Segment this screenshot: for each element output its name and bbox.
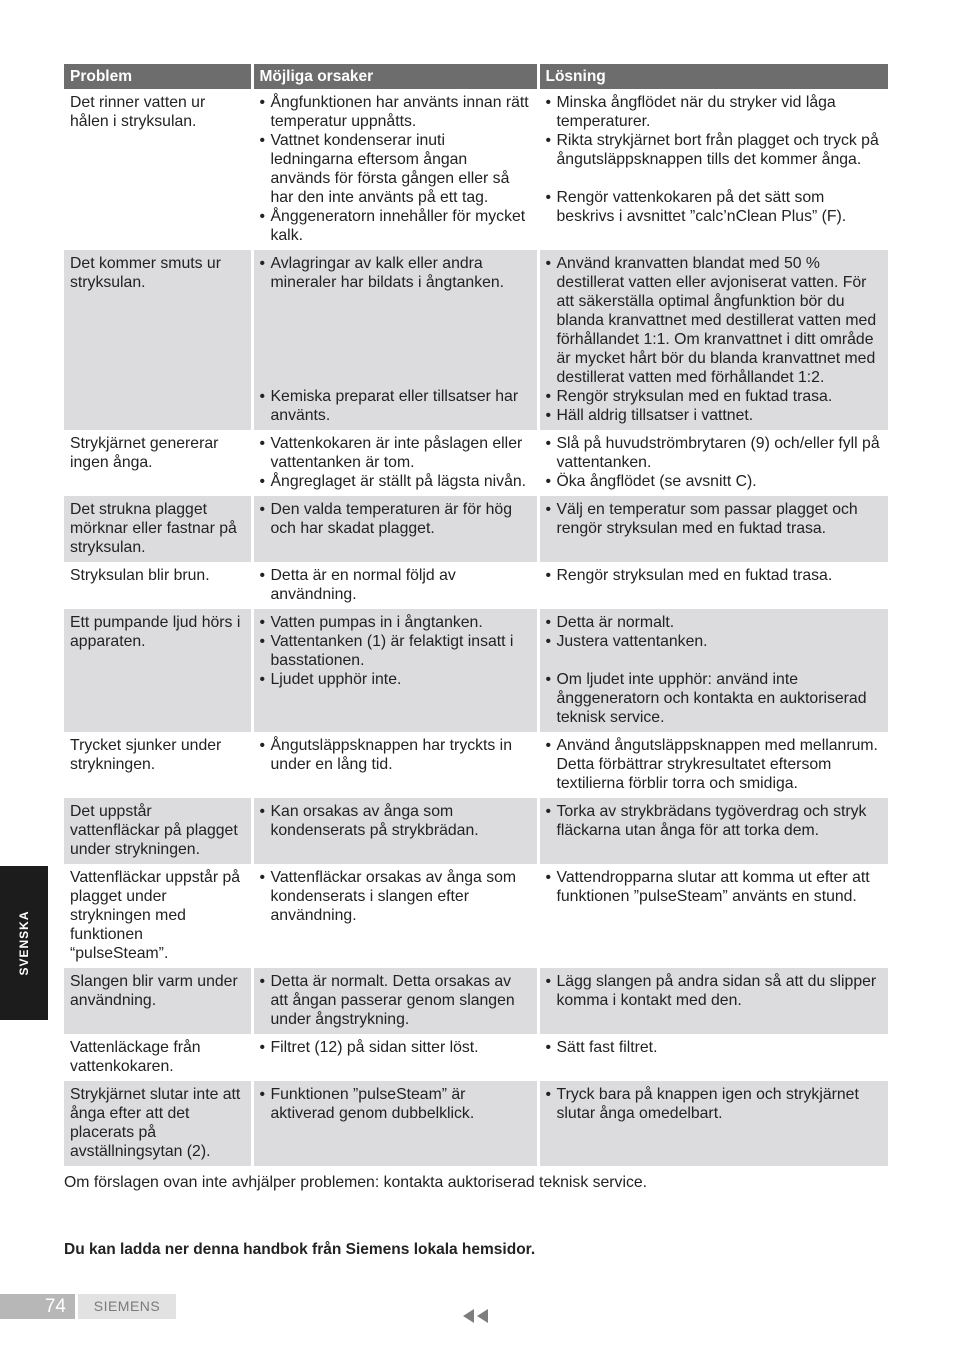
solutions-list <box>546 434 883 491</box>
solution-cell <box>538 1034 888 1081</box>
causes-list <box>260 566 531 604</box>
list-item: • Rengör stryksulan med en fuktad trasa. <box>546 566 883 585</box>
solutions-list <box>546 566 883 585</box>
solution-cell <box>538 609 888 732</box>
problem-cell: Vattenläckage från vattenkokaren. <box>64 1034 252 1081</box>
list-item: • Ångreglaget är ställt på lägsta nivån. <box>260 472 531 491</box>
problem-cell: Det strukna plagget mörknar eller fastnar på stryksulan. <box>64 496 252 562</box>
causes-cell <box>252 798 538 864</box>
list-item: • Använd kranvatten blandat med 50 % destillerat vatten eller avjoniserat vatten. För att säkerställa optimal ångfunktion bör du blanda kranvattnet med destillerat vatten med förhållandet 1:1. Om kranvattnet i ditt område är mycket hårt bör du blanda kranvattnet med destillerat vatten med förhållandet 1:2. <box>546 254 883 387</box>
solutions-list <box>546 1038 883 1057</box>
list-item: • Ånggeneratorn innehåller för mycket kalk. <box>260 207 531 245</box>
solution-cell <box>538 562 888 609</box>
problem-cell: Ett pumpande ljud hörs i apparaten. <box>64 609 252 732</box>
solutions-list <box>546 93 883 226</box>
problem-cell: Det rinner vatten ur hålen i stryksulan. <box>64 89 252 250</box>
list-item: • Vattenfläckar orsakas av ånga som kondenserats i slangen efter användning. <box>260 868 531 925</box>
solutions-list <box>546 868 883 906</box>
list-item: • Detta är normalt. Detta orsakas av att ångan passerar genom slangen under ångstrykning. <box>260 972 531 1029</box>
table-row <box>64 968 888 1034</box>
list-item: • Minska ångflödet när du stryker vid låga temperaturer. <box>546 93 883 131</box>
causes-list <box>260 802 531 840</box>
causes-cell <box>252 968 538 1034</box>
table-row <box>64 798 888 864</box>
list-item: • Torka av strykbrädans tygöverdrag och stryk fläckarna utan ånga för att torka dem. <box>546 802 883 840</box>
header-solution: Lösning <box>538 64 888 89</box>
list-item: • Kan orsakas av ånga som kondenserats på strykbrädan. <box>260 802 531 840</box>
list-item: • Den valda temperaturen är för hög och har skadat plagget. <box>260 500 531 538</box>
problem-cell: Stryksulan blir brun. <box>64 562 252 609</box>
table-row <box>64 1081 888 1166</box>
problem-cell: Det kommer smuts ur stryksulan. <box>64 250 252 430</box>
causes-cell <box>252 1081 538 1166</box>
solutions-list <box>546 972 883 1010</box>
language-side-tab <box>0 866 48 1020</box>
list-item: • Vattentanken (1) är felaktigt insatt i basstationen. <box>260 632 531 670</box>
list-item: • Använd ångutsläppsknappen med mellanrum. Detta förbättrar strykresultatet eftersom textilierna förblir torra och smidiga. <box>546 736 883 793</box>
table-row <box>64 1034 888 1081</box>
causes-cell <box>252 864 538 968</box>
list-item: • Sätt fast filtret. <box>546 1038 883 1057</box>
list-item: • Justera vattentanken. <box>546 632 883 651</box>
list-item: • Vatten pumpas in i ångtanken. <box>260 613 531 632</box>
causes-cell <box>252 562 538 609</box>
page-number: 74 <box>0 1294 75 1319</box>
list-item: • Häll aldrig tillsatser i vattnet. <box>546 406 883 425</box>
list-item: • Öka ångflödet (se avsnitt C). <box>546 472 883 491</box>
table-row <box>64 864 888 968</box>
causes-list <box>260 868 531 925</box>
table-row <box>64 562 888 609</box>
download-note: Du kan ladda ner denna handbok från Siemens lokala hemsidor. <box>64 1241 536 1258</box>
solutions-list <box>546 613 883 727</box>
list-item: • Rikta strykjärnet bort från plagget och tryck på ångutsläppsknappen tills det kommer ånga. <box>546 131 883 169</box>
solutions-list <box>546 254 883 425</box>
causes-cell <box>252 609 538 732</box>
causes-cell <box>252 250 538 430</box>
list-item: • Vattenkokaren är inte påslagen eller vattentanken är tom. <box>260 434 531 472</box>
problem-cell: Strykjärnet genererar ingen ånga. <box>64 430 252 496</box>
solution-cell <box>538 732 888 798</box>
causes-list <box>260 1085 531 1123</box>
solution-cell <box>538 798 888 864</box>
causes-list <box>260 500 531 538</box>
causes-list <box>260 1038 531 1057</box>
causes-list <box>260 93 531 245</box>
table-row <box>64 89 888 250</box>
causes-cell <box>252 496 538 562</box>
causes-cell <box>252 89 538 250</box>
list-item: • Filtret (12) på sidan sitter löst. <box>260 1038 531 1057</box>
list-item: • Detta är en normal följd av användning. <box>260 566 531 604</box>
problem-cell: Vattenfläckar uppstår på plagget under strykningen med funktionen “pulseSteam”. <box>64 864 252 968</box>
list-item: • Funktionen ”pulseSteam” är aktiverad genom dubbelklick. <box>260 1085 531 1123</box>
list-item: • Ljudet upphör inte. <box>260 670 531 689</box>
list-item: • Detta är normalt. <box>546 613 883 632</box>
table-row <box>64 496 888 562</box>
list-item: • Lägg slangen på andra sidan så att du slipper komma i kontakt med den. <box>546 972 883 1010</box>
solution-cell <box>538 430 888 496</box>
causes-cell <box>252 430 538 496</box>
list-item: • Vattendropparna slutar att komma ut efter att funktionen ”pulseSteam” använts en stund. <box>546 868 883 906</box>
list-item: • Rengör stryksulan med en fuktad trasa. <box>546 387 883 406</box>
list-item: • Ångutsläppsknappen har tryckts in under en lång tid. <box>260 736 531 774</box>
list-item: • Om ljudet inte upphör: använd inte ånggeneratorn och kontakta en auktoriserad teknisk service. <box>546 670 883 727</box>
solutions-list <box>546 802 883 840</box>
table-row <box>64 430 888 496</box>
table-header-row <box>64 64 888 89</box>
solution-cell <box>538 864 888 968</box>
problem-cell: Strykjärnet slutar inte att ånga efter att det placerats på avställningsytan (2). <box>64 1081 252 1166</box>
problem-cell: Trycket sjunker under strykningen. <box>64 732 252 798</box>
causes-list <box>260 736 531 774</box>
language-label: SVENSKA <box>17 910 31 976</box>
causes-list <box>260 972 531 1029</box>
solution-cell <box>538 968 888 1034</box>
list-item: • Ångfunktionen har använts innan rätt temperatur uppnåtts. <box>260 93 531 131</box>
brand-label: SIEMENS <box>78 1294 176 1319</box>
list-item: • Avlagringar av kalk eller andra mineraler har bildats i ångtanken. <box>260 254 531 292</box>
header-causes: Möjliga orsaker <box>252 64 538 89</box>
problem-cell: Slangen blir varm under användning. <box>64 968 252 1034</box>
causes-cell <box>252 1034 538 1081</box>
solutions-list <box>546 736 883 793</box>
solution-cell <box>538 250 888 430</box>
list-item: • Slå på huvudströmbrytaren (9) och/eller fyll på vattentanken. <box>546 434 883 472</box>
table-row <box>64 250 888 430</box>
causes-list <box>260 613 531 689</box>
problem-cell: Det uppstår vattenfläckar på plagget under strykningen. <box>64 798 252 864</box>
table-row <box>64 609 888 732</box>
header-problem: Problem <box>64 64 252 89</box>
causes-cell <box>252 732 538 798</box>
list-item: • Rengör vattenkokaren på det sätt som beskrivs i avsnittet ”calc’nClean Plus” (F). <box>546 188 883 226</box>
solution-cell <box>538 89 888 250</box>
double-left-arrow-icon[interactable] <box>462 1308 492 1324</box>
troubleshooting-table <box>64 64 888 1166</box>
table-row <box>64 732 888 798</box>
causes-list <box>260 254 531 425</box>
solutions-list <box>546 1085 883 1123</box>
list-item: • Tryck bara på knappen igen och strykjärnet slutar ånga omedelbart. <box>546 1085 883 1123</box>
solution-cell <box>538 496 888 562</box>
solution-cell <box>538 1081 888 1166</box>
list-item: • Vattnet kondenserar inuti ledningarna eftersom ångan används för första gången eller så har den inte använts på ett tag. <box>260 131 531 207</box>
list-item: • Välj en temperatur som passar plagget och rengör stryksulan med en fuktad trasa. <box>546 500 883 538</box>
solutions-list <box>546 500 883 538</box>
list-item: • Kemiska preparat eller tillsatser har använts. <box>260 387 531 425</box>
causes-list <box>260 434 531 491</box>
service-footnote: Om förslagen ovan inte avhjälper problemen: kontakta auktoriserad teknisk service. <box>64 1174 648 1191</box>
